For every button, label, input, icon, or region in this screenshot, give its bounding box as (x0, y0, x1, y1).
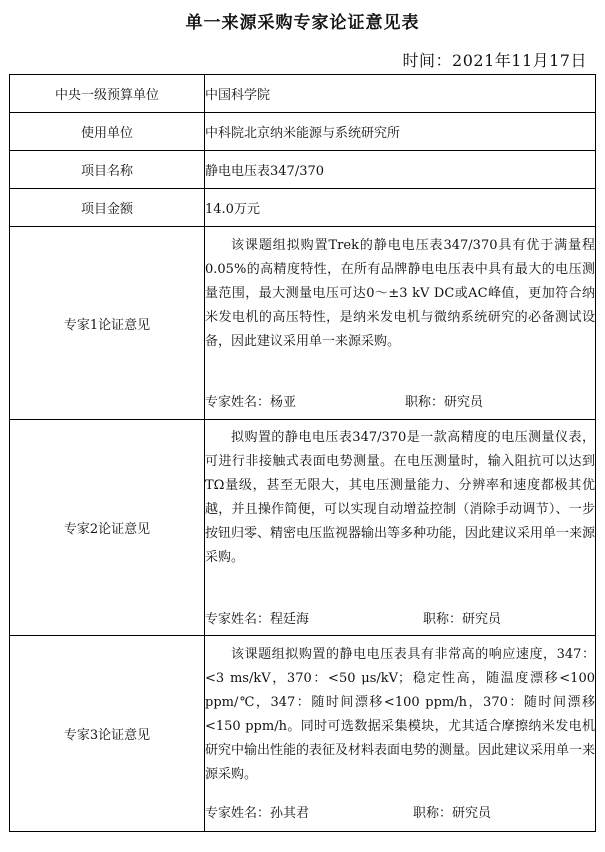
table-row (10, 151, 596, 189)
expert-3-label: 专家3论证意见 (10, 636, 205, 832)
expert-1-opinion: 该课题组拟购置Trek的静电电压表347/370具有优于满量程0.05%的高精度特性，在所有品牌静电电压表中具有最大的电压测量范围，最大测量电压可达0～±3 kV DC或AC峰值，更加符合纳米发电机的高压特性，是纳米发电机与微纳系统研究的必备测试设备，因此建议采用单一来源采购。 (205, 237, 595, 349)
expert-2-title: 职称：研究员 (423, 611, 502, 627)
opinion-table (9, 74, 596, 832)
expert-2-label: 专家2论证意见 (10, 420, 205, 636)
expert-1-title: 职称：研究员 (405, 394, 484, 410)
expert-1-name: 专家姓名：杨亚 (205, 394, 297, 410)
budget-unit-label: 中央一级预算单位 (10, 75, 205, 113)
table-row (10, 113, 596, 151)
expert-2-name: 专家姓名：程廷海 (205, 611, 310, 627)
project-name-value: 静电电压表347/370 (205, 151, 596, 189)
expert-3-signature (205, 798, 595, 824)
table-row (10, 75, 596, 113)
date-line: 时间：2021年11月17日 (402, 51, 587, 70)
expert-3-name: 专家姓名：孙其君 (205, 806, 310, 821)
expert-3-opinion: 该课题组拟购置的静电电压表具有非常高的响应速度，347：<3 ms/kV，370：<50 μs/kV；稳定性高，随温度漂移<100 ppm/℃，347：随时间漂移<100 ppm/h，370：随时间漂移<150 ppm/h。同时可选数据采集模块，尤其适合摩擦纳米发电机研究中输出性能的表征及材料表面电势的测量。因此建议采用单一来源采购。 (205, 647, 596, 782)
expert-3-cell (205, 636, 596, 832)
table-row (10, 189, 596, 227)
project-name-label: 项目名称 (10, 151, 205, 189)
expert-2-signature (205, 604, 595, 630)
page-title: 单一来源采购专家论证意见表 (185, 13, 420, 33)
expert-1-cell (205, 227, 596, 420)
expert-2-cell (205, 420, 596, 636)
expert-3-title: 职称：研究员 (413, 806, 492, 821)
expert-1-row (10, 227, 596, 420)
user-unit-value: 中科院北京纳米能源与系统研究所 (205, 113, 596, 151)
user-unit-label: 使用单位 (10, 113, 205, 151)
expert-1-signature (205, 387, 595, 413)
project-amount-value: 14.0万元 (205, 189, 596, 227)
budget-unit-value: 中国科学院 (205, 75, 596, 113)
expert-3-row (10, 636, 596, 832)
project-amount-label: 项目金额 (10, 189, 205, 227)
expert-1-label: 专家1论证意见 (10, 227, 205, 420)
expert-2-opinion: 拟购置的静电电压表347/370是一款高精度的电压测量仪表，可进行非接触式表面电势测量。在电压测量时，输入阻抗可以达到TΩ量级，甚至无限大，其电压测量能力、分辨率和速度都极其优越，并且操作简便，可以实现自动增益控制（消除手动调节）、一步按钮归零、精密电压监视器输出等多种功能，因此建议采用单一来源采购。 (205, 429, 596, 565)
expert-2-row (10, 420, 596, 636)
